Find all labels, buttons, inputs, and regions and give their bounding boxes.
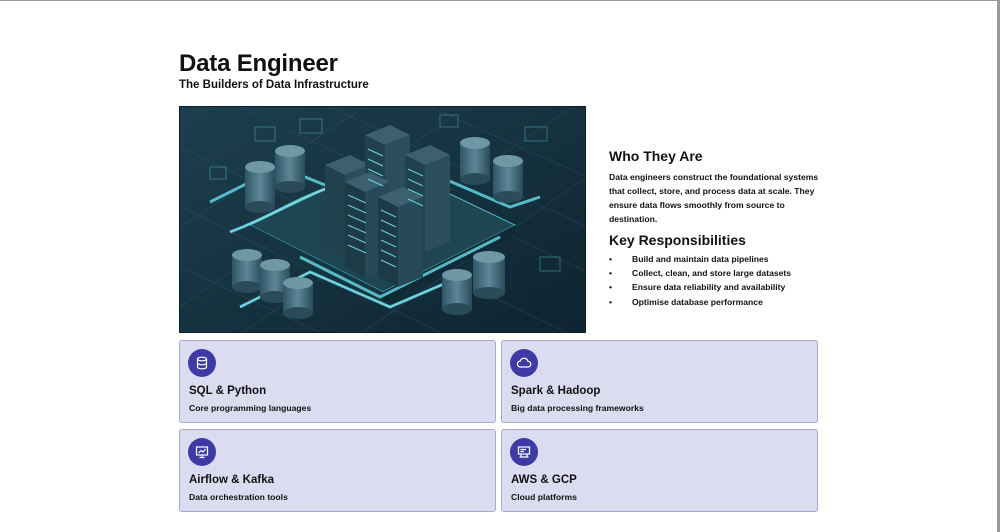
card-description: Data orchestration tools bbox=[189, 492, 288, 502]
card-airflow-kafka bbox=[179, 429, 496, 512]
list-item: • Collect, clean, and store large datasets bbox=[609, 266, 824, 280]
card-spark-hadoop bbox=[501, 340, 818, 423]
presentation-icon bbox=[188, 438, 216, 466]
card-title: SQL & Python bbox=[189, 385, 267, 397]
list-item: • Build and maintain data pipelines bbox=[609, 252, 824, 266]
data-center-illustration bbox=[180, 107, 586, 333]
page-title: Data Engineer bbox=[179, 50, 338, 77]
info-panel bbox=[609, 148, 824, 309]
card-aws-gcp bbox=[501, 429, 818, 512]
page-subtitle: The Builders of Data Infrastructure bbox=[179, 79, 369, 91]
cloud-icon bbox=[510, 349, 538, 377]
hero-image bbox=[179, 106, 586, 333]
list-item: • Optimise database performance bbox=[609, 295, 824, 309]
database-icon bbox=[188, 349, 216, 377]
card-sql-python bbox=[179, 340, 496, 423]
card-title: Airflow & Kafka bbox=[189, 474, 274, 486]
responsibilities-heading: Key Responsibilities bbox=[609, 232, 746, 248]
card-title: Spark & Hadoop bbox=[511, 385, 601, 397]
card-title: AWS & GCP bbox=[511, 474, 577, 486]
who-heading: Who They Are bbox=[609, 148, 703, 164]
responsibilities-list bbox=[609, 252, 824, 309]
who-text: Data engineers construct the foundational systems that collect, store, and process data at scale. They ensure data flows smoothly from source to destination. bbox=[609, 172, 819, 224]
server-icon bbox=[510, 438, 538, 466]
card-description: Big data processing frameworks bbox=[511, 403, 644, 413]
list-item: • Ensure data reliability and availability bbox=[609, 280, 824, 294]
card-description: Cloud platforms bbox=[511, 492, 577, 502]
card-description: Core programming languages bbox=[189, 403, 312, 413]
